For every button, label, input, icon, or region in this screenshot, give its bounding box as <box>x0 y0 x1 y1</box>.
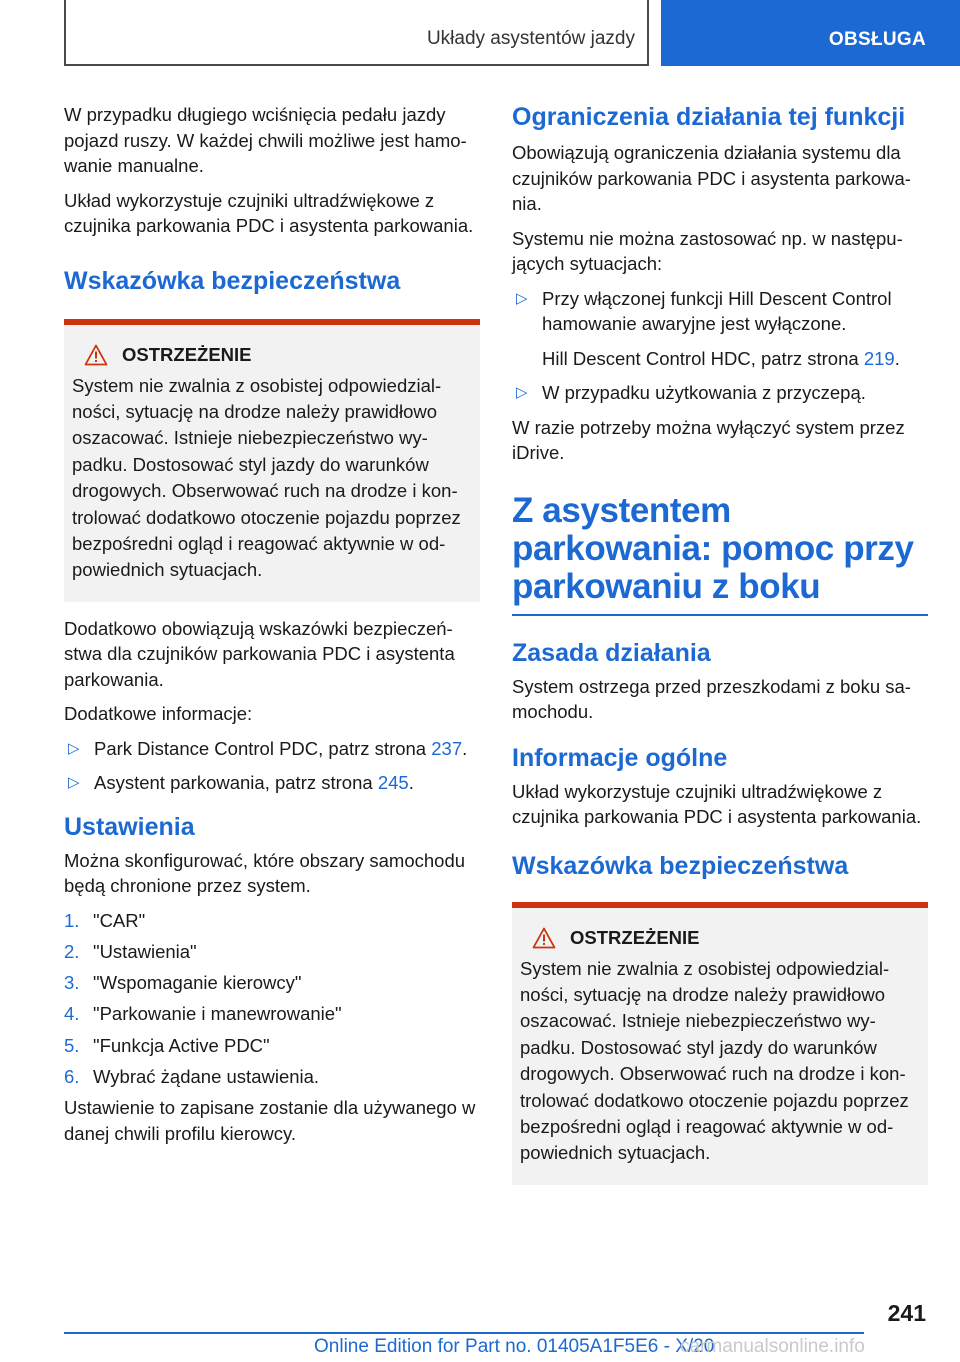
step-text: "Ustawienia" <box>93 940 197 962</box>
situations-list <box>512 286 928 337</box>
step-text: Wybrać żądane ustawienia. <box>93 1065 320 1087</box>
section-heading-general: Informacje ogólne <box>512 743 728 772</box>
warning-header <box>520 926 920 950</box>
warning-text: System nie zwalnia z osobistej odpowiedzialności, sytuację na drodze należy prawidłowo oszacować. Istnieje niebezpieczeństwo wypadku. Dostosować styl jazdy do warunków drogowych. Obserwować ruch na drodze i kontrolować dodatkowo otoczenie pojazdu poprzez bezpośredni ogląd i reagować aktywnie w odpowiednich sytuacjach. <box>72 374 461 581</box>
step-number: 2. <box>64 940 80 962</box>
step-number: 4. <box>64 1003 80 1025</box>
section-heading-safety: Wskazówka bezpieczeństwa <box>64 266 401 295</box>
step-item <box>64 1001 480 1027</box>
warning-header <box>72 343 472 367</box>
paragraph: Można skonfigurować, które obszary samochodu będą chronione przez system. <box>64 849 466 897</box>
warning-box <box>512 902 928 1185</box>
watermark: carmanualsonline.info <box>680 1336 865 1357</box>
step-text: "Parkowanie i manewrowanie" <box>93 1003 342 1025</box>
section-heading-principle: Zasada działania <box>512 638 711 667</box>
step-number: 5. <box>64 1034 80 1056</box>
list-item-continuation <box>512 346 928 372</box>
heading-rule <box>512 614 928 616</box>
paragraph: Systemu nie można zastosować np. w następujących sytuacjach: <box>512 227 903 274</box>
triangle-bullet-icon: ▷ <box>516 289 528 307</box>
triangle-bullet-icon: ▷ <box>68 739 80 757</box>
paragraph: Układ wykorzystuje czujniki ultradźwiękowe z czujnika parkowania PDC i asystenta parkowania. <box>512 780 922 827</box>
warning-title: OSTRZEŻENIE <box>570 926 700 948</box>
left-column <box>64 102 480 1155</box>
punctuation: . <box>408 772 414 794</box>
paragraph: Układ wykorzystuje czujniki ultradźwiękowe z czujnika parkowania PDC i asystenta parkowania. <box>64 189 474 236</box>
right-column <box>512 102 928 1185</box>
step-number: 3. <box>64 972 80 994</box>
chapter-heading: Z asystentem parkowania: pomoc przy parkowaniu z boku <box>512 490 914 606</box>
warning-box <box>64 319 480 602</box>
edition-text: Online Edition for Part no. 01405A1F5E6 - X/20 <box>314 1336 715 1357</box>
list-item <box>512 286 928 337</box>
paragraph: System ostrzega przed przeszkodami z boku samochodu. <box>512 675 911 722</box>
page-link-237[interactable]: 237 <box>431 737 463 759</box>
warning-title: OSTRZEŻENIE <box>122 343 252 365</box>
step-item <box>64 1064 480 1090</box>
step-text: "Funkcja Active PDC" <box>93 1034 270 1056</box>
step-text: "Wspomaganie kierowcy" <box>93 972 302 994</box>
step-text: "CAR" <box>93 909 146 931</box>
warning-text: System nie zwalnia z osobistej odpowiedzialności, sytuację na drodze należy prawidłowo oszacować. Istnieje niebezpieczeństwo wypadku. Dostosować styl jazdy do warunków drogowych. Obserwować ruch na drodze i kontrolować dodatkowo otoczenie pojazdu poprzez bezpośredni ogląd i reagować aktywnie w odpowiednich sytuacjach. <box>520 957 909 1164</box>
paragraph: Dodatkowe informacje: <box>64 703 253 725</box>
list-item-text: W przypadku użytkowania z przyczepą. <box>542 382 866 403</box>
section-heading-limits: Ograniczenia działania tej funkcji <box>512 103 906 131</box>
footer-rule <box>64 1332 864 1334</box>
settings-steps <box>64 908 480 1089</box>
paragraph: Ustawienie to zapisane zostanie dla używanego w danej chwili profilu kierowcy. <box>64 1097 476 1144</box>
section-heading-settings: Ustawienia <box>64 812 195 841</box>
warning-triangle-icon <box>84 344 108 366</box>
paragraph: Dodatkowo obowiązują wskazówki bezpieczeństwa dla czujników parkowania PDC i asystenta parkowania. <box>64 617 455 690</box>
step-number: 6. <box>64 1065 80 1087</box>
chapter-title: Układy asystentów jazdy <box>426 28 635 49</box>
list-item <box>64 770 480 796</box>
list-item <box>64 736 480 762</box>
list-item <box>512 380 928 406</box>
step-item <box>64 1033 480 1059</box>
step-item <box>64 970 480 996</box>
list-item-text: Asystent parkowania, patrz strona <box>94 772 378 794</box>
page-number: 241 <box>887 1300 926 1326</box>
warning-triangle-icon <box>532 927 556 949</box>
paragraph: W przypadku długiego wciśnięcia pedału jazdy pojazd ruszy. W każdej chwili możliwe jest hamowanie manualne. <box>64 104 467 176</box>
header-section-tab[interactable] <box>661 0 960 66</box>
section-tab-label: OBSŁUGA <box>828 29 926 50</box>
step-item <box>64 939 480 965</box>
situations-list-cont <box>512 380 928 406</box>
page-link-245[interactable]: 245 <box>377 772 409 794</box>
continuation-text: Hill Descent Control HDC, patrz strona <box>542 347 864 369</box>
punctuation: . <box>462 737 468 759</box>
list-item-text: Park Distance Control PDC, patrz strona <box>94 737 432 759</box>
paragraph: Obowiązują ograniczenia działania systemu dla czujników parkowania PDC i asystenta parkowania. <box>512 142 911 214</box>
section-heading-safety: Wskazówka bezpieczeństwa <box>512 851 849 880</box>
punctuation: . <box>894 347 900 369</box>
header-chapter-box <box>64 0 649 66</box>
page-link-219[interactable]: 219 <box>863 347 895 369</box>
list-item-text: Przy włączonej funkcji Hill Descent Control hamowanie awaryjne jest wyłączone. <box>542 287 892 334</box>
step-number: 1. <box>64 909 80 931</box>
triangle-bullet-icon: ▷ <box>516 384 528 401</box>
triangle-bullet-icon: ▷ <box>68 774 80 792</box>
step-item <box>64 908 480 934</box>
reference-list <box>64 736 480 796</box>
paragraph: W razie potrzeby można wyłączyć system przez iDrive. <box>512 416 905 463</box>
